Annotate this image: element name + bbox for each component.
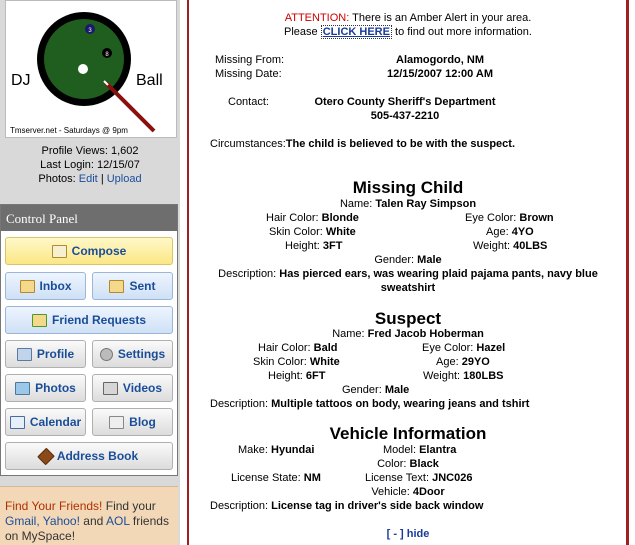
sidebar — [0, 0, 180, 545]
yahoo-link[interactable]: Yahoo! — [42, 514, 80, 528]
suspect-name: Fred Jacob Hoberman — [367, 328, 484, 340]
vehicle-model-label: Model: — [383, 444, 417, 456]
address-book-icon — [37, 447, 55, 465]
friend-requests-button[interactable] — [5, 306, 173, 334]
child-skin: White — [325, 226, 356, 238]
separator: | — [100, 173, 104, 185]
calendar-button[interactable] — [5, 408, 86, 436]
suspect-desc: Multiple tattoos on body, wearing jeans and tshirt — [271, 398, 530, 410]
suspect-hair: Bald — [313, 342, 338, 354]
inbox-label: Inbox — [39, 279, 72, 293]
child-desc-label: Description: — [218, 268, 277, 280]
profile-box — [2, 0, 178, 190]
vehicle-state-row — [231, 472, 321, 484]
more-info-text: to find out more information. — [395, 26, 532, 38]
friend-requests-label: Friend Requests — [51, 313, 147, 327]
vehicle-type-label: Vehicle: — [371, 486, 410, 498]
missing-from-value: Alamogordo, NM — [396, 54, 484, 66]
suspect-gender-row — [342, 384, 409, 396]
vehicle-color-row — [190, 458, 626, 470]
profile-button[interactable] — [5, 340, 86, 368]
suspect-weight-row — [423, 370, 504, 382]
suspect-eye-row — [422, 342, 505, 354]
inbox-icon — [20, 280, 35, 293]
vehicle-text-label: License Text: — [365, 472, 430, 484]
address-book-button[interactable] — [5, 442, 173, 470]
main-left-border — [187, 0, 189, 545]
child-weight: 40LBS — [513, 240, 548, 252]
find-friends-headline: Find Your Friends! — [5, 499, 103, 513]
child-hair: Blonde — [321, 212, 359, 224]
missing-date-value: 12/15/2007 12:00 AM — [387, 68, 493, 80]
please-text: Please — [284, 26, 318, 38]
control-panel — [0, 204, 178, 476]
suspect-desc-label: Description: — [210, 398, 269, 410]
suspect-name-row — [190, 328, 626, 340]
contact-label: Contact: — [228, 96, 269, 108]
calendar-label: Calendar — [29, 415, 82, 429]
pencil-icon — [109, 416, 124, 429]
child-skin-row — [269, 226, 356, 238]
blog-button[interactable] — [92, 408, 173, 436]
video-icon — [103, 382, 118, 395]
vehicle-color-label: Color: — [377, 458, 407, 470]
address-book-label: Address Book — [56, 449, 139, 463]
child-gender-label: Gender: — [374, 254, 415, 266]
profile-icon — [17, 348, 32, 361]
suspect-age: 29YO — [461, 356, 490, 368]
child-height: 3FT — [322, 240, 343, 252]
suspect-name-label: Name: — [332, 328, 365, 340]
photos-button[interactable] — [5, 374, 86, 402]
vehicle-make: Hyundai — [271, 444, 315, 456]
suspect-age-row — [436, 356, 490, 368]
suspect-height-row — [268, 370, 325, 382]
click-here-link[interactable]: CLICK HERE — [322, 26, 390, 38]
suspect-age-label: Age: — [436, 356, 459, 368]
find-friends-promo[interactable] — [0, 486, 178, 545]
vehicle-color: Black — [409, 458, 439, 470]
suspect-eye: Hazel — [476, 342, 506, 354]
child-age: 4YO — [511, 226, 534, 238]
suspect-desc-row — [210, 398, 529, 410]
child-gender: Male — [417, 254, 442, 266]
missing-child-title: Missing Child — [352, 178, 464, 197]
child-gender-row — [190, 254, 626, 266]
vehicle-desc-label: Description: — [210, 500, 269, 512]
find-friends-text-1: Find your — [105, 499, 156, 513]
suspect-skin-label: Skin Color: — [253, 356, 307, 368]
wrench-icon — [100, 348, 113, 361]
child-name-label: Name: — [339, 198, 373, 210]
child-desc-line2: sweatshirt — [380, 282, 436, 294]
child-eye-label: Eye Color: — [465, 212, 517, 224]
contact-phone: 505-437-2210 — [370, 110, 440, 122]
child-desc-line1: Has pierced ears, was wearing plaid pajama pants, navy blue — [279, 268, 598, 280]
missing-child-heading — [190, 178, 626, 198]
gmail-link[interactable]: Gmail, — [5, 514, 40, 528]
contact-value: Otero County Sheriff's Department — [314, 96, 496, 108]
child-height-label: Height: — [285, 240, 320, 252]
upload-photos-link[interactable]: Upload — [106, 173, 142, 185]
vehicle-model-row — [383, 444, 456, 456]
vehicle-type-row — [190, 486, 626, 498]
child-age-row — [486, 226, 534, 238]
vehicle-desc: License tag in driver's side back window — [271, 500, 484, 512]
missing-from-label: Missing From: — [215, 54, 285, 66]
inbox-button[interactable] — [5, 272, 86, 300]
attention-label: ATTENTION: — [284, 12, 350, 24]
settings-label: Settings — [117, 347, 166, 361]
suspect-title: Suspect — [374, 309, 442, 328]
views-value: 1,602 — [110, 145, 139, 157]
alert-line-2 — [190, 26, 626, 38]
child-eye-row — [465, 212, 554, 224]
suspect-hair-label: Hair Color: — [258, 342, 311, 354]
child-weight-row — [473, 240, 547, 252]
compose-label: Compose — [71, 244, 127, 258]
suspect-gender-label: Gender: — [342, 384, 382, 396]
avatar-ball-text: Ball — [136, 72, 163, 89]
vehicle-make-label: Make: — [238, 444, 268, 456]
circumstances-label: Circumstances: — [210, 138, 286, 150]
vehicle-text: JNC026 — [432, 472, 473, 484]
child-desc-row-2 — [190, 282, 626, 294]
vehicle-model: Elantra — [419, 444, 457, 456]
profile-stats — [2, 144, 178, 186]
avatar[interactable] — [5, 0, 177, 138]
blog-label: Blog — [129, 415, 156, 429]
photos-label: Photos: — [38, 173, 76, 185]
find-friends-text-3: on MySpace! — [5, 529, 76, 543]
child-skin-label: Skin Color: — [269, 226, 323, 238]
suspect-skin-row — [253, 356, 340, 368]
views-label: Profile Views: — [41, 145, 108, 157]
amber-alert-panel — [190, 0, 626, 545]
videos-label: Videos — [122, 381, 163, 395]
vehicle-type: 4Door — [412, 486, 445, 498]
child-desc-row — [190, 268, 626, 280]
last-login-value: 12/15/07 — [97, 159, 140, 171]
suspect-skin: White — [309, 356, 340, 368]
child-name: Talen Ray Simpson — [375, 198, 477, 210]
vehicle-state: NM — [303, 472, 321, 484]
sent-icon — [109, 280, 124, 293]
vehicle-make-row — [238, 444, 314, 456]
profile-label: Profile — [36, 347, 75, 361]
child-height-row — [285, 240, 342, 252]
last-login-label: Last Login: — [40, 159, 94, 171]
suspect-eye-label: Eye Color: — [422, 342, 474, 354]
sent-button[interactable] — [92, 272, 173, 300]
avatar-caption: Tmserver.net - Saturdays @ 9pm — [10, 126, 128, 135]
suspect-height-label: Height: — [268, 370, 303, 382]
vehicle-desc-row — [210, 500, 483, 512]
vehicle-state-label: License State: — [231, 472, 301, 484]
find-friends-text-2: friends — [132, 514, 169, 528]
vehicle-title: Vehicle Information — [329, 424, 487, 443]
ball-number-8: 8 — [105, 52, 109, 58]
envelope-icon — [52, 245, 67, 258]
and-text: and — [83, 514, 104, 528]
compose-button[interactable] — [5, 237, 173, 265]
suspect-height: 6FT — [305, 370, 326, 382]
suspect-hair-row — [258, 342, 337, 354]
vehicle-heading — [190, 424, 626, 444]
child-eye: Brown — [519, 212, 554, 224]
edit-photos-link[interactable]: Edit — [78, 173, 98, 185]
photos-label-btn: Photos — [35, 381, 76, 395]
vehicle-text-row — [365, 472, 472, 484]
suspect-weight-label: Weight: — [423, 370, 461, 382]
photo-icon — [15, 382, 30, 395]
circumstances-value: The child is believed to be with the suspect. — [285, 138, 516, 150]
videos-button[interactable] — [92, 374, 173, 402]
main-right-border — [626, 0, 629, 545]
settings-button[interactable] — [92, 340, 173, 368]
alert-message: There is an Amber Alert in your area. — [352, 12, 532, 24]
suspect-heading — [190, 309, 626, 329]
missing-date-label: Missing Date: — [215, 68, 282, 80]
collapse-toggle[interactable]: [ - ] — [386, 528, 404, 540]
dj-ball-logo — [6, 1, 176, 137]
avatar-dj-text: DJ — [11, 72, 31, 89]
add-friend-icon — [32, 314, 47, 327]
suspect-weight: 180LBS — [463, 370, 504, 382]
sent-label: Sent — [129, 279, 156, 293]
suspect-gender: Male — [384, 384, 410, 396]
calendar-icon — [10, 416, 25, 429]
child-hair-row — [266, 212, 359, 224]
control-panel-title: Control Panel — [1, 205, 177, 231]
child-weight-label: Weight: — [473, 240, 511, 252]
aol-link[interactable]: AOL — [106, 514, 130, 528]
ball-number-3: 3 — [88, 28, 92, 34]
alert-line-1 — [190, 12, 626, 24]
child-hair-label: Hair Color: — [266, 212, 319, 224]
circumstances-row — [210, 138, 515, 150]
child-age-label: Age: — [486, 226, 509, 238]
hide-toggle-row — [190, 528, 626, 540]
hide-link[interactable]: hide — [406, 528, 430, 540]
child-name-row — [190, 198, 626, 210]
